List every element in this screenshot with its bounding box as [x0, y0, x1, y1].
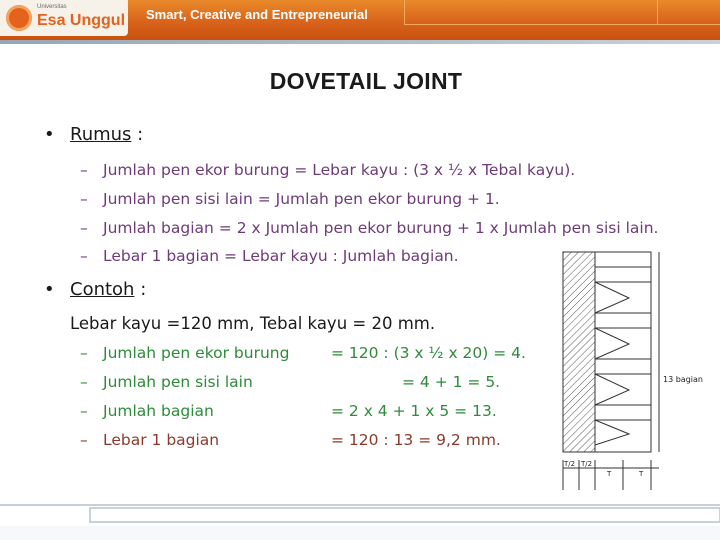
footer-decoration: [0, 504, 720, 524]
logo-emblem-icon: [6, 5, 32, 31]
dash-marker: –: [80, 161, 88, 179]
logo-name: Esa Unggul: [37, 12, 126, 29]
bottom-label: T: [639, 470, 644, 478]
bullet-marker: •: [44, 279, 55, 300]
rumus-item-text: Jumlah pen sisi lain = Jumlah pen ekor burung + 1.: [103, 190, 500, 208]
rumus-item-text: Jumlah pen ekor burung = Lebar kayu : (3 x ½ x Tebal kayu).: [103, 161, 576, 179]
rumus-heading: [70, 124, 143, 145]
rumus-colon: :: [131, 124, 144, 145]
bottom-label: T/2: [564, 460, 576, 468]
footer-bar: [0, 526, 720, 540]
rumus-item-text: Lebar 1 bagian = Lebar kayu : Jumlah bagian.: [103, 247, 459, 265]
contoh-label: Contoh: [70, 279, 135, 300]
contoh-item-calc: = 120 : 13 = 9,2 mm.: [331, 431, 501, 449]
contoh-given-values: Lebar kayu =120 mm, Tebal kayu = 20 mm.: [70, 314, 436, 333]
dash-marker: –: [80, 190, 88, 208]
contoh-colon: :: [134, 279, 147, 300]
dash-marker: –: [80, 344, 88, 362]
hatched-board: [563, 252, 595, 452]
university-logo: [0, 0, 128, 36]
dash-marker: –: [80, 431, 88, 449]
contoh-item-calc: = 120 : (3 x ½ x 20) = 4.: [331, 344, 526, 362]
bullet-marker: •: [44, 124, 55, 145]
header-bar: [0, 0, 720, 40]
dovetail-joint-figure: [559, 250, 717, 498]
header-decor-panel-right: [656, 0, 720, 25]
contoh-item-label: Jumlah pen sisi lain: [103, 373, 253, 391]
side-dimension-label: 13 bagian: [663, 375, 703, 384]
header-decor-panel: [404, 0, 658, 25]
contoh-item-calc: = 4 + 1 = 5.: [402, 373, 501, 391]
contoh-item-calc: = 2 x 4 + 1 x 5 = 13.: [331, 402, 497, 420]
bottom-label: T: [607, 470, 612, 478]
header-tagline: Smart, Creative and Entrepreneurial: [146, 7, 368, 22]
bottom-label: T/2: [581, 460, 593, 468]
dash-marker: –: [80, 373, 88, 391]
logo-subtitle: Universitas: [37, 4, 67, 10]
contoh-heading: [70, 279, 146, 300]
rumus-item-text: Jumlah bagian = 2 x Jumlah pen ekor burung + 1 x Jumlah pen sisi lain.: [103, 219, 659, 237]
slide-title: DOVETAIL JOINT: [269, 68, 463, 94]
contoh-item-label: Lebar 1 bagian: [103, 431, 220, 449]
contoh-item-label: Jumlah bagian: [103, 402, 214, 420]
dash-marker: –: [80, 247, 88, 265]
contoh-item-label: Jumlah pen ekor burung: [103, 344, 290, 362]
dash-marker: –: [80, 402, 88, 420]
rumus-label: Rumus: [70, 124, 132, 145]
dash-marker: –: [80, 219, 88, 237]
header-divider: [0, 40, 720, 44]
